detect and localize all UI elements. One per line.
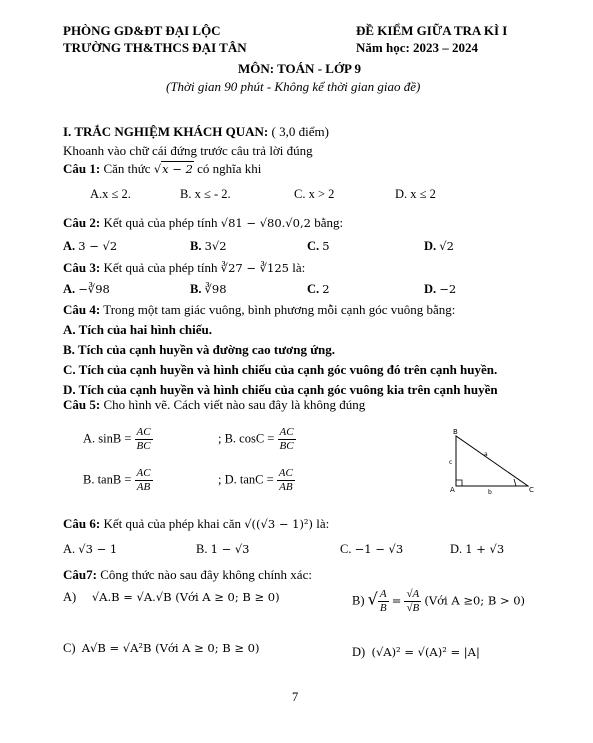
q3-a-value: −∛98: [78, 282, 110, 296]
q3-a-label: A.: [63, 282, 76, 296]
fig-label-b: B: [453, 428, 458, 436]
q3-option-a[interactable]: [63, 282, 110, 297]
q6-text: Kết quả của phép khai căn: [100, 516, 245, 531]
q2-expression: √81 − √80.√0,2: [220, 216, 311, 230]
q5-option-c[interactable]: [83, 467, 153, 494]
q2-option-c[interactable]: [307, 239, 330, 254]
q3-option-c[interactable]: [307, 282, 330, 297]
q6-d-label: D.: [450, 542, 463, 556]
q3-d-value: −2: [439, 282, 457, 296]
q2-text: Kết quả của phép tính: [100, 215, 221, 230]
q7-d-label: D): [352, 645, 366, 659]
q2-c-label: C.: [307, 239, 320, 253]
q5-a-fraction: [135, 426, 153, 453]
q4-label: Câu 4:: [63, 302, 101, 317]
header-time: (Thời gian 90 phút - Không kể thời gian giao đề): [166, 79, 421, 94]
q5-a-num: AC: [136, 426, 151, 438]
q7-b-label: B): [352, 593, 365, 608]
q2-stem: [63, 215, 343, 231]
q6-d-value: 1 + √3: [465, 542, 505, 556]
q7-a-value: √A.B = √A.√B (Với A ≥ 0; B ≥ 0): [91, 590, 280, 604]
q3-text-b: là:: [288, 260, 306, 275]
q4-option-d[interactable]: D. Tích của cạnh huyền và hình chiếu của cạnh góc vuông kia trên cạnh huyền: [63, 382, 498, 397]
q6-label: Câu 6:: [63, 516, 101, 531]
q7-text: Công thức nào sau đây không chính xác:: [96, 567, 312, 582]
q2-option-b[interactable]: [190, 239, 227, 254]
section-points: ( 3,0 điểm): [268, 124, 329, 139]
q2-a-value: 3 − √2: [78, 239, 118, 253]
q5-stem: [63, 397, 365, 413]
section-instruction: Khoanh vào chữ cái đứng trước câu trả lời đúng: [63, 143, 313, 158]
q5-label: Câu 5:: [63, 397, 101, 412]
q6-option-a[interactable]: [63, 542, 117, 557]
section-title: [63, 124, 329, 140]
q5-option-b[interactable]: [218, 426, 296, 453]
q4-option-b[interactable]: B. Tích của cạnh huyền và đường cao tương ứng.: [63, 342, 335, 357]
q7-b-frac-left: $\frac{A}{B}$: [379, 588, 387, 614]
triangle-figure: [440, 424, 540, 500]
q3-text: Kết quả của phép tính: [100, 260, 221, 275]
q2-b-label: B.: [190, 239, 202, 253]
q6-option-c[interactable]: [340, 542, 403, 557]
header-exam: ĐỀ KIỂM GIỮA TRA KÌ I: [356, 23, 508, 38]
q2-d-value: √2: [439, 239, 454, 253]
q1-label: Câu 1:: [63, 161, 101, 176]
q2-d-label: D.: [424, 239, 437, 253]
header-school: TRƯỜNG TH&THCS ĐẠI TÂN: [63, 40, 247, 55]
q7-c-label: C): [63, 641, 76, 655]
q2-option-a[interactable]: [63, 239, 117, 254]
q7-stem: [63, 567, 312, 583]
page-number: 7: [292, 690, 299, 704]
q3-option-d[interactable]: [424, 282, 456, 297]
q6-a-value: √3 − 1: [78, 542, 118, 556]
q6-option-d[interactable]: [450, 542, 504, 557]
q3-stem: [63, 260, 305, 276]
q7-option-a[interactable]: [63, 590, 280, 605]
q1-option-c[interactable]: C. x > 2: [294, 187, 335, 201]
q5-d-den: AB: [279, 481, 293, 493]
q7-a-label: A): [63, 590, 77, 604]
q5-c-num: AC: [136, 467, 151, 479]
q5-text: Cho hình vẽ. Cách viết nào sau đây là không đúng: [100, 397, 366, 412]
q5-option-d[interactable]: [218, 467, 295, 494]
q5-d-fraction: [277, 467, 295, 494]
q4-option-a[interactable]: A. Tích của hai hình chiếu.: [63, 322, 212, 337]
q5-option-a[interactable]: [83, 426, 153, 453]
q7-b-condition: (Với A ≥0; B > 0): [424, 593, 526, 608]
q5-c-den: AB: [136, 481, 151, 493]
q1-option-a[interactable]: A.x ≤ 2.: [90, 187, 131, 201]
header-year: Năm học: 2023 – 2024: [356, 40, 479, 55]
q1-stem: [63, 161, 261, 177]
q7-option-d[interactable]: [352, 645, 480, 660]
q4-option-c[interactable]: C. Tích của cạnh huyền và hình chiếu của cạnh góc vuông đó trên cạnh huyền.: [63, 362, 498, 377]
q6-stem: [63, 516, 329, 532]
triangle-shape: [456, 436, 528, 486]
q5-d-num: AC: [278, 467, 293, 479]
q3-b-value: ∛98: [204, 282, 227, 296]
q6-c-label: C.: [340, 542, 352, 556]
q1-text-b: có nghĩa khi: [193, 161, 262, 176]
fig-label-side-b: b: [488, 489, 492, 496]
q1-radical: √x − 2: [153, 162, 193, 176]
q5-c-fraction: [135, 467, 153, 494]
q6-option-b[interactable]: [196, 542, 250, 557]
q3-c-value: 2: [322, 282, 330, 296]
section-title-text: I. TRẮC NGHIỆM KHÁCH QUAN:: [63, 124, 269, 139]
fig-label-side-a: a: [484, 451, 488, 458]
q2-c-value: 5: [322, 239, 330, 253]
q2-label: Câu 2:: [63, 215, 101, 230]
q1-option-b[interactable]: B. x ≤ - 2.: [180, 187, 231, 201]
header-subject: MÔN: TOÁN - LỚP 9: [238, 61, 362, 76]
q5-b-fraction: [278, 426, 296, 453]
q3-b-label: B.: [190, 282, 202, 296]
q4-stem: [63, 302, 455, 318]
q4-text: Trong một tam giác vuông, bình phương mỗi cạnh góc vuông bằng:: [100, 302, 456, 317]
angle-mark: [514, 479, 516, 486]
q7-option-b[interactable]: [352, 588, 525, 615]
q7-label: Câu7:: [63, 567, 97, 582]
q3-c-label: C.: [307, 282, 320, 296]
q5-a-label: A. sinB =: [83, 431, 132, 446]
q5-c-label: B. tanB =: [83, 472, 132, 487]
q6-a-label: A.: [63, 542, 76, 556]
q3-label: Câu 3:: [63, 260, 101, 275]
q1-radicand: x − 2: [162, 162, 193, 176]
q7-d-value: (√A)² = √(A)² = |A|: [371, 645, 480, 659]
q7-c-value: A√B = √A²B (Với A ≥ 0; B ≥ 0): [81, 641, 260, 655]
q5-b-label: ; B. cosC =: [218, 431, 275, 446]
q2-a-label: A.: [63, 239, 76, 253]
fig-label-side-c: c: [449, 459, 453, 466]
q6-c-value: −1 − √3: [354, 542, 404, 556]
q5-a-den: BC: [136, 440, 151, 452]
q7-b-frac-right: $\frac{√A}{√B}$: [406, 588, 420, 614]
q2-text-b: bằng:: [310, 215, 344, 230]
q2-b-value: 3√2: [204, 239, 227, 253]
q6-expression: √((√3 − 1)²): [244, 517, 314, 531]
q5-d-label: ; D. tanC =: [218, 472, 274, 487]
q1-text-a: Căn thức: [100, 161, 154, 176]
q7-b-lhs: √: [367, 589, 378, 609]
q3-d-label: D.: [424, 282, 437, 296]
q5-b-den: BC: [279, 440, 294, 452]
q6-b-value: 1 − √3: [210, 542, 250, 556]
q5-b-num: AC: [279, 426, 294, 438]
header-dept: PHÒNG GD&ĐT ĐẠI LỘC: [63, 23, 221, 38]
fig-label-a: A: [450, 486, 455, 494]
right-angle-mark: [456, 480, 462, 486]
q6-b-label: B.: [196, 542, 208, 556]
q3-expression: ∛27 − ∛125: [220, 261, 289, 275]
q7-b-equals: =: [391, 593, 402, 608]
q1-option-d[interactable]: D. x ≤ 2: [395, 187, 436, 201]
q2-option-d[interactable]: [424, 239, 454, 254]
q7-option-c[interactable]: [63, 641, 259, 656]
q3-option-b[interactable]: [190, 282, 227, 297]
q6-text-b: là:: [313, 516, 330, 531]
fig-label-c: C: [529, 486, 534, 494]
